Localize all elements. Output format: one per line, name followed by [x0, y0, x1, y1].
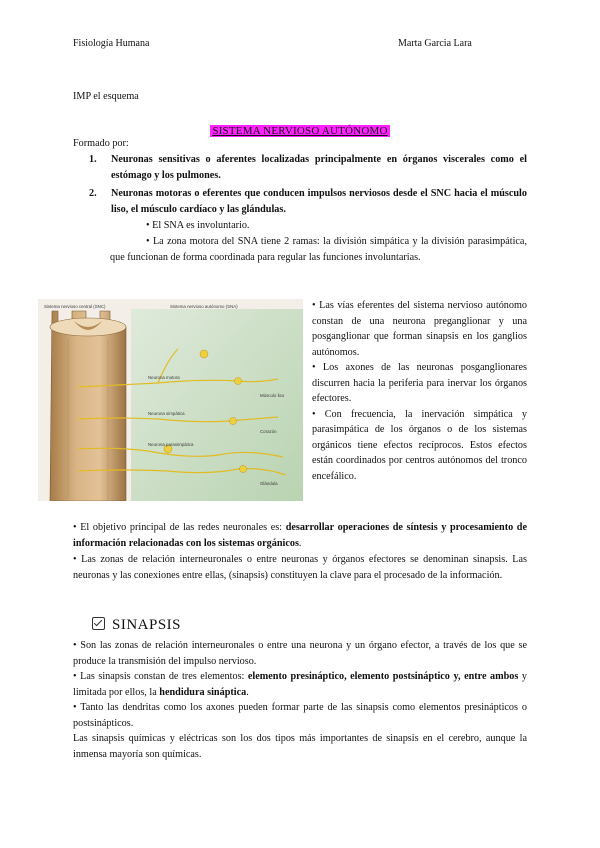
side-bullet: • Los axones de las neuronas posganglionares discurren hacia la periferia para inervar los órganos efectores. — [312, 362, 527, 404]
sinapsis-body — [73, 638, 527, 762]
sinapsis-p2 — [73, 669, 527, 700]
para-text: y limitada por ellos, la — [73, 671, 527, 698]
para-bold: elemento presináptico, elemento postsináptico y, entre ambos — [247, 671, 519, 682]
para-text: • Las sinapsis constan de tres elementos: — [73, 671, 248, 682]
figure-label: Glándula — [260, 481, 278, 486]
sub-bullet-2: • La zona motora del SNA tiene 2 ramas: la división simpática y la división parasimpática, que funcionan de forma coordinada para regular las funciones involuntarias. — [110, 236, 527, 263]
sub-bullet-1: • El SNA es involuntario. — [146, 220, 250, 231]
checkbox-icon — [92, 617, 105, 630]
list-number: 2. — [89, 188, 97, 199]
section-title: SINAPSIS — [112, 617, 182, 633]
paragraph-sinapsis-intro: • Las zonas de relación interneuronales o entre neuronas y órganos efectores se denominan sinapsis. Las neuronas y las conexiones entre ellas, (sinapsis) constituyen la clave para el procesado de la información. — [73, 554, 527, 581]
header-left: Fisiología Humana — [73, 38, 150, 49]
formado-por: Formado por: — [73, 138, 129, 149]
list-text: Neuronas sensitivas o aferentes localizadas principalmente en órganos viscerales como el estómago y los pulmones. — [111, 154, 527, 181]
side-text — [312, 298, 527, 484]
figure-label: Neurona motora — [148, 375, 180, 380]
figure-label: Neurona simpática — [148, 411, 185, 416]
figure-label: Neurona parasimpática — [148, 442, 194, 447]
sinapsis-p1: • Son las zonas de relación interneuronales o entre una neurona y un órgano efector, a través de los que se produce la transmisión del impulso nervioso. — [73, 640, 527, 667]
anatomy-illustration — [38, 299, 303, 501]
figure-label-left: Sistema nervioso central (SNC) — [44, 304, 106, 309]
para-text: . — [298, 537, 302, 549]
figure-label-right: Sistema nervioso autónomo (SNA) — [170, 304, 238, 309]
anatomy-figure — [38, 299, 303, 501]
list-item — [89, 186, 527, 217]
header-right: Marta Garcia Lara — [398, 38, 472, 49]
side-bullet: • Con frecuencia, la inervación simpática y parasimpática de los órganos o de los sistemas orgánicos tiene efectos recíprocos. Estos efectos están coordinados por centros autónomos del tronco encefálico. — [312, 408, 527, 482]
sinapsis-p3: • Tanto las dendritas como los axones pueden formar parte de las sinapsis como elementos presinápticos o postsinápticos. — [73, 702, 527, 729]
note: IMP el esquema — [73, 91, 139, 102]
list-number: 1. — [89, 154, 97, 165]
para-bold: hendidura sináptica — [159, 686, 247, 698]
paragraph-objective — [73, 520, 527, 551]
figure-label: Músculo liso — [260, 393, 285, 398]
page-title: SISTEMA NERVIOSO AUTÓNOMO — [212, 125, 388, 137]
para-text: . — [246, 686, 249, 698]
section-heading — [92, 617, 181, 634]
figure-label: Corazón — [260, 429, 277, 434]
side-bullet: • Las vías eferentes del sistema nervioso autónomo constan de una neurona preganglionar y una posganglionar que forman sinapsis en los ganglios autónomos. — [312, 300, 527, 358]
list-item — [89, 152, 527, 183]
list-text: Neuronas motoras o eferentes que conducen impulsos nerviosos desde el SNC hacia el músculo liso, el músculo cardíaco y las glándulas. — [111, 188, 527, 215]
para-text: • El objetivo principal de las redes neuronales es: — [73, 522, 286, 533]
para-bold: desarrollar operaciones de síntesis y procesamiento de información relacionadas con los sistemas orgánicos — [73, 522, 527, 549]
numbered-list — [89, 152, 527, 217]
sinapsis-p4: Las sinapsis químicas y eléctricas son los dos tipos más importantes de sinapsis en el cerebro, aunque la inmensa mayoría son químicas. — [73, 733, 527, 760]
